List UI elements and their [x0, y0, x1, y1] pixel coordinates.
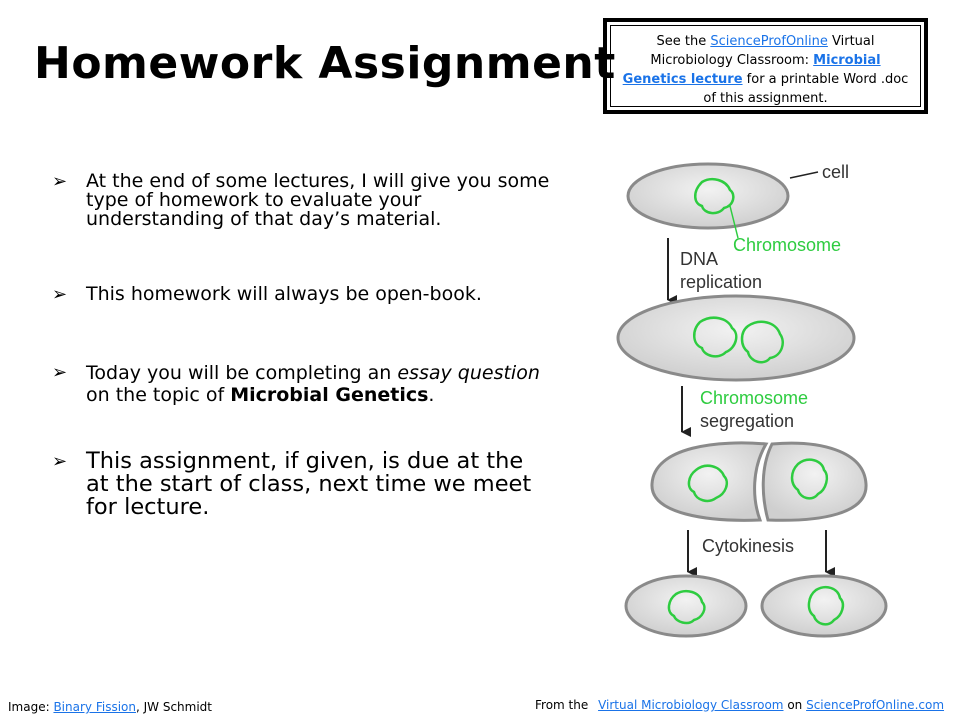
- bullet-text: This homework will always be open-book.: [86, 283, 482, 305]
- cell-stage-3-right: [763, 443, 866, 520]
- bullet-text: Today you will be completing an: [86, 362, 398, 384]
- note-text-before: See the: [656, 34, 711, 49]
- bullet-text: on the topic of: [86, 384, 231, 406]
- chromosome-label-1: Chromosome: [733, 235, 842, 255]
- image-credit: [8, 700, 212, 714]
- cell-pointer-line: [790, 172, 818, 178]
- virtual-microbiology-classroom-link[interactable]: Virtual Microbiology Classroom: [598, 698, 784, 712]
- daughter-cell-left: [626, 576, 746, 636]
- cell-label: cell: [822, 162, 850, 182]
- note-text-middle: Virtual Microbiology Classroom:: [650, 34, 875, 68]
- footer-middle: on: [783, 698, 807, 712]
- cell-stage-1: [628, 164, 788, 228]
- bullet-text: .: [428, 384, 435, 406]
- dna-label: DNA: [680, 249, 719, 269]
- arrowhead-bullet-icon: ➢: [52, 451, 68, 472]
- segregation-label: segregation: [700, 411, 795, 431]
- bullet-item-essay-question: [52, 362, 552, 406]
- daughter-cell-right: [762, 576, 886, 636]
- arrowhead-bullet-icon: ➢: [52, 171, 68, 192]
- chromosome-label-2: Chromosome: [700, 388, 809, 408]
- bullet-list: [52, 172, 552, 519]
- cytokinesis-label: Cytokinesis: [702, 536, 795, 556]
- binary-fission-diagram: [598, 150, 948, 650]
- bullet-item-open-book: [52, 285, 552, 304]
- replication-label: replication: [680, 272, 763, 292]
- cell-stage-3-left: [652, 443, 766, 520]
- bullet-text: At the end of some lectures, I will give you some type of homework to evaluate your understanding of that day’s material.: [86, 170, 550, 230]
- source-footer: [535, 698, 944, 712]
- arrowhead-bullet-icon: ➢: [52, 362, 68, 383]
- bullet-text: This assignment, if given, is due at the at the start of class, next time we meet for lecture.: [86, 448, 532, 520]
- note-text-after: for a printable Word .doc of this assignment.: [703, 72, 909, 106]
- reference-note-box: [603, 18, 928, 114]
- bullet-item-lectures: [52, 172, 552, 229]
- microbial-genetics-strong: Microbial Genetics: [230, 384, 429, 406]
- scienceprofonline-link[interactable]: ScienceProfOnline: [710, 34, 828, 49]
- page-title: Homework Assignment: [34, 38, 616, 89]
- binary-fission-link[interactable]: Binary Fission: [53, 700, 136, 714]
- credit-prefix: Image:: [8, 700, 54, 714]
- credit-suffix: , JW Schmidt: [135, 700, 212, 714]
- arrowhead-bullet-icon: ➢: [52, 284, 68, 305]
- essay-question-emphasis: essay question: [397, 362, 540, 384]
- bullet-item-due-date: [52, 450, 552, 519]
- footer-prefix: From the: [535, 698, 593, 712]
- microbial-genetics-lecture-link[interactable]: Microbial Genetics lecture: [622, 53, 881, 87]
- scienceprofonline-com-link[interactable]: ScienceProfOnline.com: [806, 698, 945, 712]
